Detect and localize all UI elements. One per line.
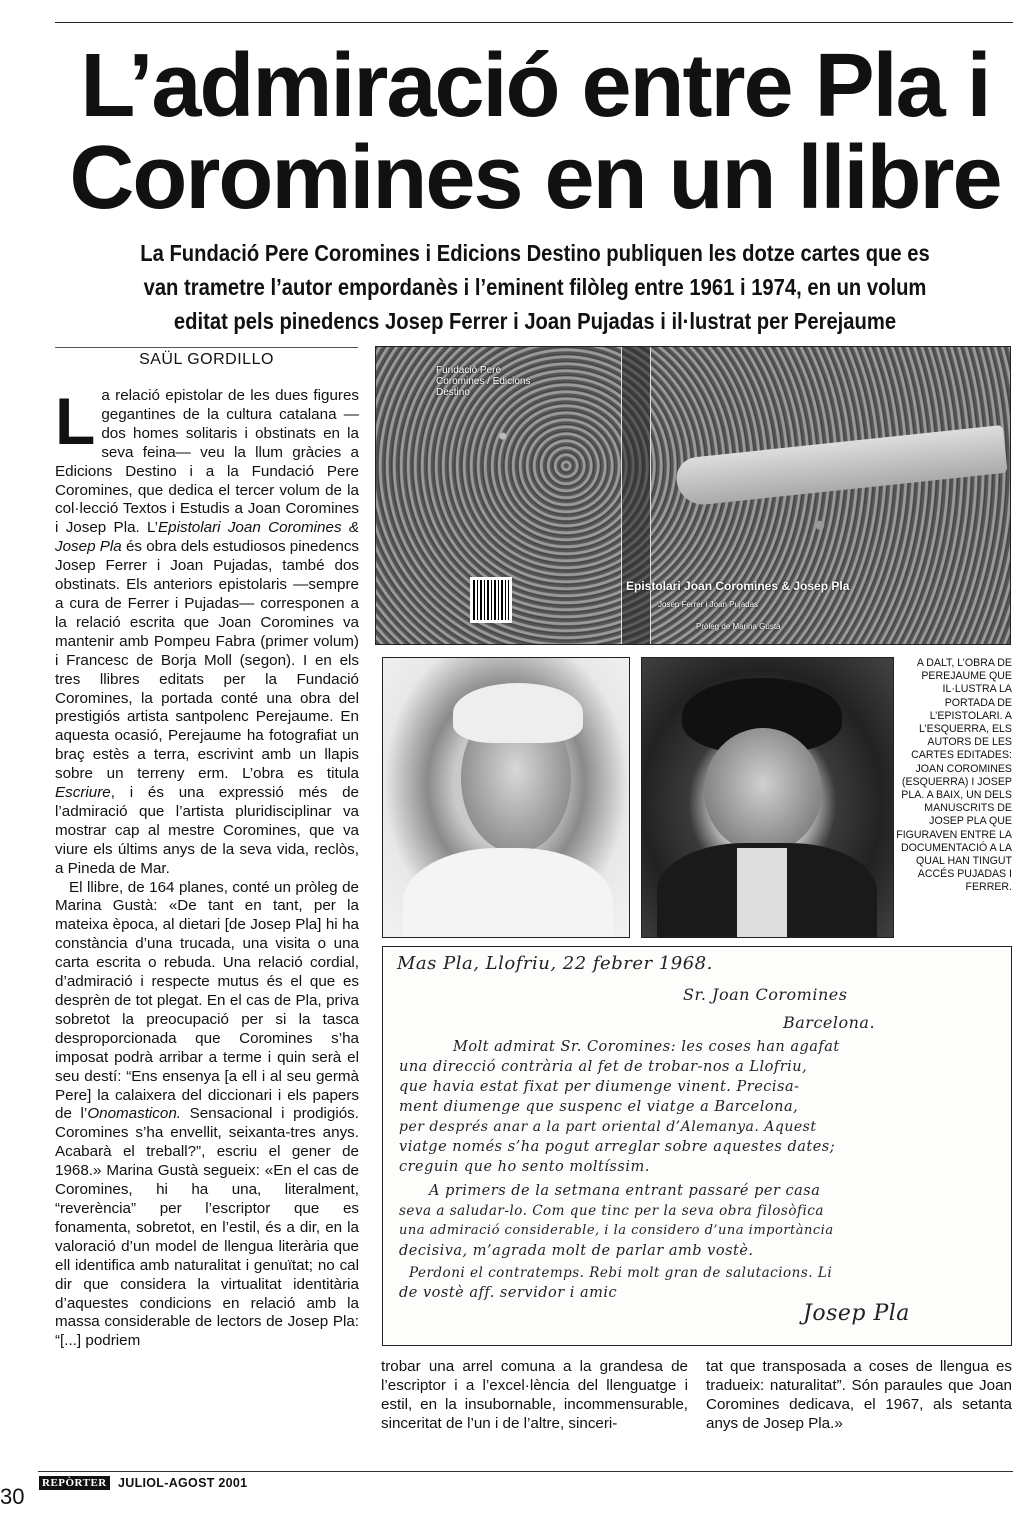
letter-line: Mas Pla, Llofriu, 22 febrer 1968. — [397, 953, 713, 974]
byline-rule — [55, 347, 358, 348]
book-title: Epistolari Joan Coromines & Josep Pla — [55, 519, 359, 556]
letter-line: una direcció contrària al fet de trobar-nos a Llofriu, — [399, 1059, 808, 1075]
article-paragraph-1 — [55, 384, 360, 879]
portrait-josep-pla — [641, 657, 894, 938]
issue-date: JULIOL-AGOST 2001 — [118, 1476, 248, 1490]
letter-line: ment diumenge que suspenc el viatge a Barcelona, — [399, 1099, 799, 1115]
article-column-2 — [381, 1358, 688, 1434]
letter-line: viatge només s’ha pogut arreglar sobre aquestes dates; — [399, 1139, 836, 1155]
letter-line: Molt admirat Sr. Coromines: les coses han agafat — [453, 1039, 840, 1055]
article-column-3 — [706, 1358, 1012, 1434]
page-number: 30 — [0, 1484, 25, 1509]
drop-cap: L — [55, 384, 96, 458]
article-text: és obra dels estudiosos pinedencs Josep Ferrer i Joan Pujadas, també dos obstinats. Els anteriors epistolaris —sempre a cura de Ferrer i Pujadas— corresponen a la relació escrita que Joan Coromines va mantenir amb Pompeu Fabra (primer volum) i Francesc de Borja Moll (segon). I en els tres llibres editats per la Fundació Coromines, la portada conté una obra del prestigiós artista santpolenc Perejaume. En aquesta ocasió, Perejaume ha fotografiat un braç estès a terra, escrivint amb un llapis sobre un terreny erm. L’obra es titula — [55, 538, 360, 783]
article-paragraph-2 — [55, 879, 359, 1352]
cover-authors: Josep Ferrer i Joan Pujadas — [658, 600, 759, 609]
letter-line: Sr. Joan Coromines — [683, 985, 848, 1004]
handwritten-letter — [382, 946, 1012, 1346]
signature: Josep Pla — [803, 1301, 910, 1326]
letter-line: per després anar a la part oriental d’Alemanya. Aquest — [399, 1119, 817, 1135]
hair-shape — [453, 683, 583, 743]
cover-publisher: Fundació Pere Coromines / Edicions Destino — [436, 365, 531, 398]
headline: L’admiració entre Pla i Coromines en un llibre — [69, 36, 1001, 228]
face-shape — [704, 728, 822, 853]
letter-line: seva a saludar-lo. Com que tinc per la seva obra filosòfica — [399, 1203, 824, 1219]
magazine-logo: REPÒRTER — [39, 1476, 110, 1490]
letter-line: que havia estat fixat per diumenge vinent. Precisa- — [399, 1079, 800, 1095]
letter-line: Barcelona. — [783, 1013, 876, 1032]
footer-rule — [38, 1471, 1013, 1472]
letter-line: Perdoni el contratemps. Rebi molt gran de salutacions. Li — [409, 1265, 833, 1281]
subheadline: La Fundació Pere Coromines i Edicions Destino publiquen les dotze cartes que es van trametre l’autor empordanès i l’eminent filòleg entre 1961 i 1974, en un volum editat pels pinedencs Josep Ferrer i Joan Pujadas i il·lustrat per Perejaume — [140, 240, 930, 334]
work-title: Onomasticon. — [87, 1105, 182, 1123]
cover-title: Epistolari Joan Coromines & Josep Pla — [626, 579, 850, 593]
arm-drawing — [674, 425, 1007, 507]
letter-line: de vostè aff. servidor i amic — [399, 1285, 618, 1301]
portrait-joan-coromines — [382, 657, 630, 938]
letter-line: decisiva, m’agrada molt de parlar amb vostè. — [399, 1243, 754, 1259]
top-rule — [55, 22, 1013, 23]
artwork-title: Escriure — [55, 784, 111, 802]
byline: SAÜL GORDILLO — [139, 351, 274, 368]
shirt-shape — [403, 848, 613, 938]
article-text: tat que transposada a coses de llengua es tradueix: naturalitat”. Són paraules que Joan Coromines dedicava, el 1967, als setanta anys de Josep Pla.» — [706, 1358, 1012, 1432]
article-text: trobar una arrel comuna a la grandesa de l’escriptor i a l’excel·lència del llenguatge i estil, en la insubornable, incommensurable, sinceritat de l’un i de l’altre, sinceri- — [381, 1358, 688, 1432]
photo-caption: A DALT, L’OBRA DE PEREJAUME QUE IL·LUSTRA LA PORTADA DE L’EPISTOLARI. A L’ESQUERRA, ELS AUTORS DE LES CARTES EDITADES: JOAN COROMINES (ESQUERRA) I JOSEP PLA. A BAIX, UN DELS MANUSCRITS DE JOSEP PLA QUE FIGURAVEN ENTRE LA DOCUMENTACIÓ A LA QUAL HAN TINGUT ACCÉS PUJADAS I FERRER. — [896, 657, 1012, 894]
article-text: a relació epistolar de les dues figures gegantines de la cultura catalana —dos homes solitaris i obstinats en la seva feina— veu la llum gràcies a Edicions Destino i a la Fundació Pere Coromines, que dedica el tercer volum de la col·lecció Textos i Estudis a Joan Coromines i Josep Pla. L’ — [55, 387, 359, 537]
letter-line: una admiració considerable, i la considero d’una importància — [399, 1223, 834, 1238]
letter-line: creguin que ho sento moltíssim. — [399, 1159, 650, 1175]
article-text: El llibre, de 164 planes, conté un pròleg de Marina Gustà: «De tant en tant, per la mateixa època, al dietari [de Josep Pla] hi ha constància d’una trucada, una visita o una carta escrita o rebuda. Una relació cordial, d’admiració i respecte mutus és el que es desprèn de tot plegat. En el cas de Pla, priva sobretot la preocupació per si la tasca desproporcionada que Coromines s’ha imposat podrà arribar a terme i quin serà el seu destí: “Ens ensenya [a ell i al seu germà Pere] la calaixera del diccionari i els papers de l’ — [55, 878, 359, 1123]
book-cover-image — [375, 346, 1011, 645]
article-text: Sensacional i prodigiós. Coromines s’ha envellit, seixanta-tres anys. Acabarà el treball?”, escriu el gener de 1968.» Marina Gustà segueix: «En el cas de Coromines, hi ha una, literalment, “reverència” per l’escriptor que es fonamenta, sobretot, en l’estil, és a dir, en la valoració d’un model de llengua literària que ell identifica amb naturalitat i genuïtat; no cal dir que considera la virtualitat identitària d’aquestes condicions en relació amb la massa considerable de lectors de Josep Pla: “[...] podriem — [55, 1105, 359, 1350]
letter-line: A primers de la setmana entrant passaré per casa — [429, 1183, 821, 1199]
article-text: , i és una expressió més de l’admiració que l’artista pluridisciplinar va mostrar cap al mestre Coromines, que va viure els últims anys de la seva vida, reclòs, a Pineda de Mar. — [55, 784, 359, 877]
article-column-1 — [55, 384, 360, 1351]
shirt-shape — [737, 848, 787, 938]
cover-prologue: Pròleg de Marina Gustà — [696, 622, 781, 631]
barcode-icon — [470, 577, 512, 623]
book-spine — [621, 347, 651, 644]
